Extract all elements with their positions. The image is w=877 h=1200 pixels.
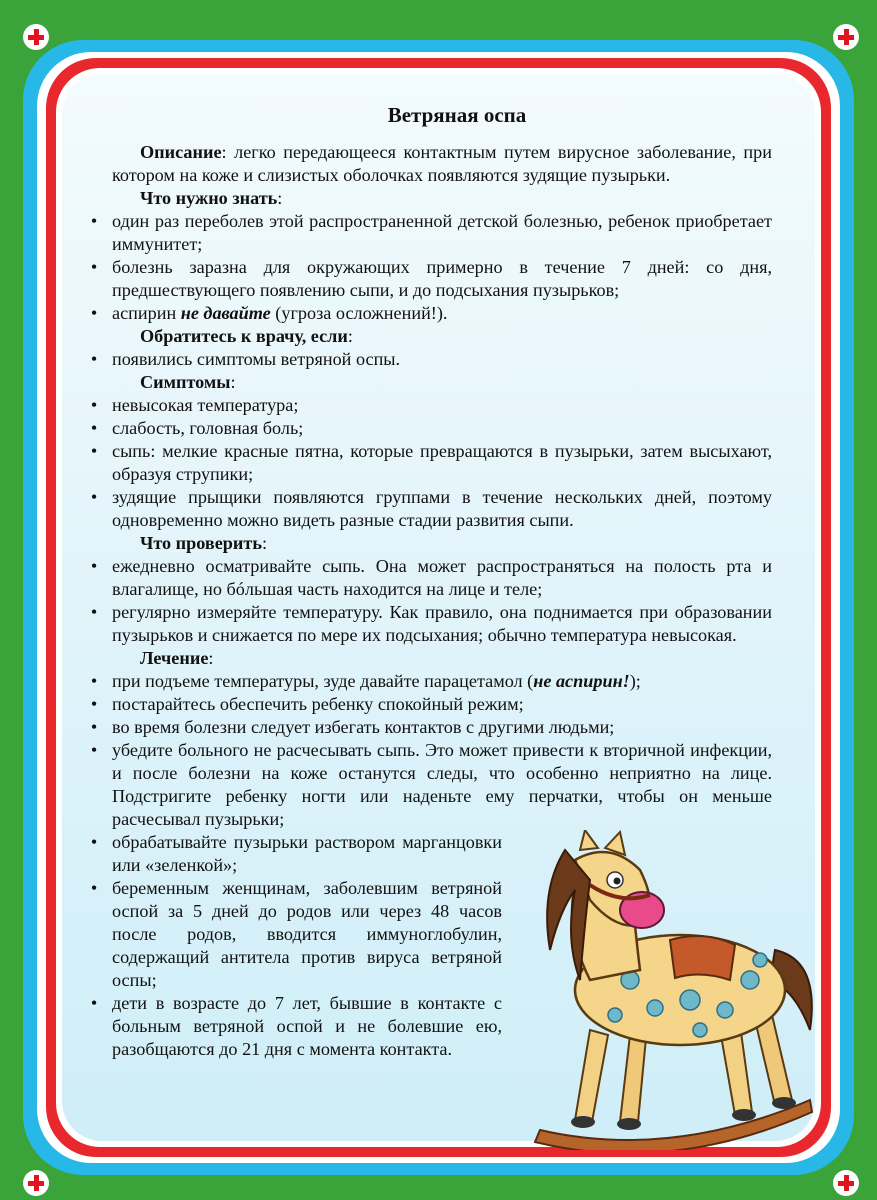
heading-label: Лечение [140, 648, 209, 668]
list-item-text: зудящие прыщики появляются группами в течение нескольких дней, поэтому одновременно можно видеть разные стадии развития сыпи. [112, 487, 772, 530]
list-item [90, 831, 502, 877]
bullet-icon: • [90, 441, 98, 461]
bullet-icon: • [90, 349, 98, 369]
list-item-text: ); [629, 671, 641, 691]
list-item [90, 555, 772, 601]
know-list [90, 210, 772, 325]
list-item [90, 992, 502, 1061]
list-item-text: дети в возрасте до 7 лет, бывшие в контакте с больным ветряной оспой и не болевшие ею, разобщаются до 21 дня с момента контакта. [112, 993, 502, 1059]
heading-colon: : [208, 648, 214, 668]
bullet-icon: • [90, 211, 98, 231]
bullet-icon: • [90, 694, 98, 714]
section-heading-treatment [140, 647, 772, 670]
list-item-text: появились симптомы ветряной оспы. [112, 349, 401, 369]
bullet-icon: • [90, 487, 98, 507]
list-item [90, 601, 772, 647]
list-item [90, 693, 772, 716]
list-item [90, 739, 772, 831]
heading-label: Симптомы [140, 372, 231, 392]
list-item [90, 417, 772, 440]
list-item-text: невысокая температура; [112, 395, 299, 415]
bullet-icon: • [90, 740, 98, 760]
red-cross-icon [23, 1170, 49, 1196]
list-item-text: во время болезни следует избегать контактов с другими людьми; [112, 717, 615, 737]
list-item-text: постарайтесь обеспечить ребенку спокойный режим; [112, 694, 524, 714]
list-item [90, 716, 772, 739]
description [112, 141, 772, 187]
bullet-icon: • [90, 671, 98, 691]
list-item [90, 348, 772, 371]
bullet-icon: • [90, 602, 98, 622]
bullet-icon: • [90, 993, 98, 1013]
section-heading-know [140, 187, 772, 210]
list-item-text: болезнь заразна для окружающих примерно в течение 7 дней: со дня, предшествующего появлению сыпи, и до подсыхания пузырьков; [112, 257, 772, 300]
list-item [90, 877, 502, 992]
list-item [90, 302, 772, 325]
bullet-icon: • [90, 395, 98, 415]
page-title: Ветряная оспа [387, 103, 527, 127]
red-cross-icon [23, 24, 49, 50]
list-item [90, 670, 772, 693]
symptoms-list [90, 394, 772, 532]
list-item-text: аспирин [112, 303, 181, 323]
doctor-list [90, 348, 772, 371]
section-heading-check [140, 532, 772, 555]
list-item-text: один раз переболев этой распространенной детской болезнью, ребенок приобретает иммунитет; [112, 211, 772, 254]
red-cross-icon [833, 24, 859, 50]
bullet-icon: • [90, 303, 98, 323]
heading-colon: : [347, 326, 353, 346]
heading-colon: : [230, 372, 236, 392]
list-item-text: убедите больного не расчесывать сыпь. Это может привести к вторичной инфекции, и после болезни на коже останутся следы, что особенно неприятно на лице. Подстригите ребенку ногти или наденьте ему перчатки, чтобы он меньше расчесывал пузырьки; [112, 740, 772, 829]
heading-colon: : [261, 533, 268, 553]
list-item [90, 256, 772, 302]
emphasis-text: не аспирин! [533, 671, 630, 691]
list-item [90, 440, 772, 486]
heading-label: Что нужно знать [140, 188, 278, 208]
list-item-text: беременным женщинам, заболевшим ветряной оспой за 5 дней до родов или через 48 часов после родов, вводится иммуноглобулин, содержащий антитела против вируса ветряной оспы; [112, 878, 502, 990]
list-item-text: обрабатывайте пузырьки раствором марганцовки или «зеленкой»; [112, 832, 502, 875]
heading-colon: : [277, 188, 283, 208]
list-item-text: (угроза осложнений!). [270, 303, 448, 323]
list-item-text: слабость, головная боль; [112, 418, 304, 438]
list-item [90, 394, 772, 417]
bullet-icon: • [90, 878, 98, 898]
emphasis-text: не давайте [180, 303, 271, 323]
description-label: Описание [140, 142, 222, 162]
section-heading-symptoms [140, 371, 772, 394]
heading-label: Что проверить [140, 533, 262, 553]
check-list [90, 555, 772, 647]
list-item-text: сыпь: мелкие красные пятна, которые превращаются в пузырьки, затем высыхают, образуя струпики; [112, 441, 772, 484]
heading-label: Обратитесь к врачу, если [140, 326, 348, 346]
red-cross-icon [833, 1170, 859, 1196]
bullet-icon: • [90, 257, 98, 277]
bullet-icon: • [90, 717, 98, 737]
list-item [90, 210, 772, 256]
bullet-icon: • [90, 832, 98, 852]
bullet-icon: • [90, 556, 98, 576]
list-item-text: ежедневно осматривайте сыпь. Она может распространяться на полость рта и влагалище, но бóльшая часть находится на лице и теле; [112, 556, 772, 599]
treatment-list [90, 670, 772, 831]
bullet-icon: • [90, 418, 98, 438]
list-item-text: регулярно измеряйте температуру. Как правило, она поднимается при образовании пузырьков и снижается по мере их подсыхания; обычно температура невысокая. [112, 602, 772, 645]
rocking-horse-illustration [520, 830, 820, 1150]
list-item [90, 486, 772, 532]
list-item-text: при подъеме температуры, зуде давайте парацетамол ( [112, 671, 534, 691]
description-text: : легко передающееся контактным путем вирусное заболевание, при котором на коже и слизистых оболочках появляются зудящие пузырьки. [112, 142, 772, 185]
section-heading-doctor [140, 325, 772, 348]
